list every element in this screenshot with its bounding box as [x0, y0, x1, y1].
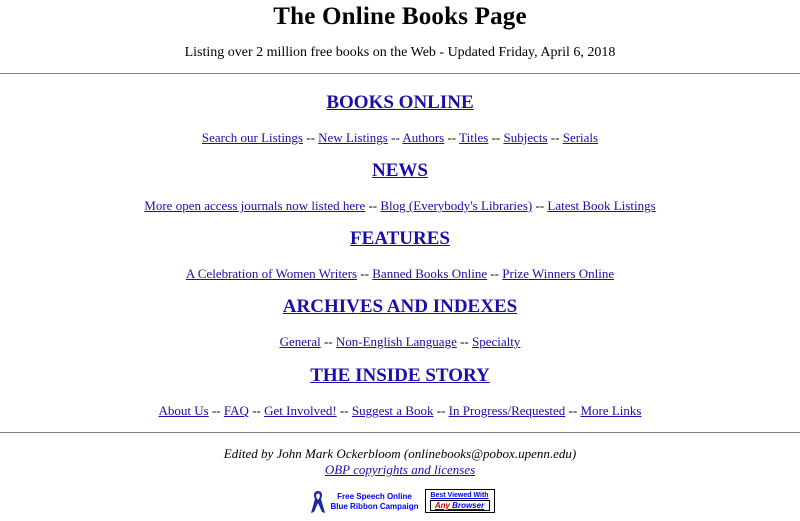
link-titles[interactable]: Titles: [459, 130, 489, 145]
section-inside-story: [0, 365, 800, 419]
link-separator: --: [436, 403, 446, 418]
ribbon-text: [330, 492, 420, 512]
page-footer: [0, 446, 800, 478]
ribbon-line-2: Blue Ribbon Campaign: [330, 502, 419, 511]
link-separator: --: [460, 334, 469, 349]
blue-ribbon-badge[interactable]: [306, 489, 421, 515]
link-separator: --: [368, 198, 378, 213]
editor-credit: Edited by John Mark Ockerbloom (onlinebooks@pobox.upenn.edu): [223, 446, 577, 461]
browser-badge-bottom: [430, 500, 490, 511]
page-title: The Online Books Page: [273, 3, 527, 30]
link-faq[interactable]: FAQ: [223, 403, 249, 418]
link-authors[interactable]: Authors: [402, 130, 445, 145]
link-about-us[interactable]: About Us: [158, 403, 209, 418]
ribbon-line-1: Free Speech Online: [337, 492, 412, 501]
link-specialty[interactable]: Specialty: [472, 334, 521, 349]
link-prize-winners[interactable]: Prize Winners Online: [502, 266, 615, 281]
section-links-inside-story: [0, 402, 800, 419]
link-separator: --: [447, 130, 457, 145]
link-latest-book-listings[interactable]: Latest Book Listings: [547, 198, 656, 213]
link-new-listings[interactable]: New Listings: [318, 130, 388, 145]
link-subjects[interactable]: Subjects: [503, 130, 548, 145]
link-get-involved[interactable]: Get Involved!: [264, 403, 337, 418]
link-more-links[interactable]: More Links: [580, 403, 642, 418]
page-subtitle: Listing over 2 million free books on the Web - Updated Friday, April 6, 2018: [184, 45, 616, 60]
link-search-listings[interactable]: Search our Listings: [201, 130, 303, 145]
link-separator: --: [550, 130, 560, 145]
link-separator: --: [391, 130, 400, 145]
blue-ribbon-icon: [308, 489, 328, 515]
browser-badge-top: Best Viewed With: [430, 492, 489, 499]
any-browser-badge[interactable]: [425, 489, 495, 513]
link-blog[interactable]: Blog (Everybody's Libraries): [380, 198, 533, 213]
link-separator: --: [323, 334, 333, 349]
section-links-archives: [0, 333, 800, 350]
link-general[interactable]: General: [279, 334, 321, 349]
section-books-online: [0, 92, 800, 146]
section-archives: [0, 296, 800, 350]
link-separator: --: [306, 130, 315, 145]
browser-any-word: Any: [434, 501, 450, 510]
section-links-books-online: [0, 129, 800, 146]
section-title-news[interactable]: NEWS: [372, 160, 428, 181]
link-open-access-journals[interactable]: More open access journals now listed here: [144, 198, 366, 213]
link-separator: --: [535, 198, 545, 213]
section-title-inside-story[interactable]: THE INSIDE STORY: [310, 365, 490, 386]
divider-top: [0, 73, 800, 74]
link-separator: --: [252, 403, 261, 418]
section-links-features: [0, 265, 800, 282]
browser-word: Browser: [452, 501, 485, 510]
link-banned-books[interactable]: Banned Books Online: [372, 266, 488, 281]
page-header: [0, 0, 800, 62]
section-news: [0, 160, 800, 214]
section-title-features[interactable]: FEATURES: [350, 228, 450, 249]
link-non-english[interactable]: Non-English Language: [335, 334, 457, 349]
section-links-news: [0, 197, 800, 214]
section-title-archives[interactable]: ARCHIVES AND INDEXES: [282, 296, 518, 317]
link-separator: --: [491, 130, 501, 145]
badges-row: [0, 489, 800, 515]
section-features: [0, 228, 800, 282]
section-title-books-online[interactable]: BOOKS ONLINE: [326, 92, 474, 113]
link-separator: --: [568, 403, 578, 418]
link-suggest-book[interactable]: Suggest a Book: [351, 403, 434, 418]
link-separator: --: [490, 266, 500, 281]
link-serials[interactable]: Serials: [562, 130, 599, 145]
link-separator: --: [360, 266, 370, 281]
divider-bottom: [0, 432, 800, 433]
link-separator: --: [339, 403, 349, 418]
link-women-writers[interactable]: A Celebration of Women Writers: [185, 266, 358, 281]
link-copyrights[interactable]: OBP copyrights and licenses: [324, 462, 476, 477]
link-separator: --: [211, 403, 221, 418]
link-in-progress[interactable]: In Progress/Requested: [448, 403, 566, 418]
